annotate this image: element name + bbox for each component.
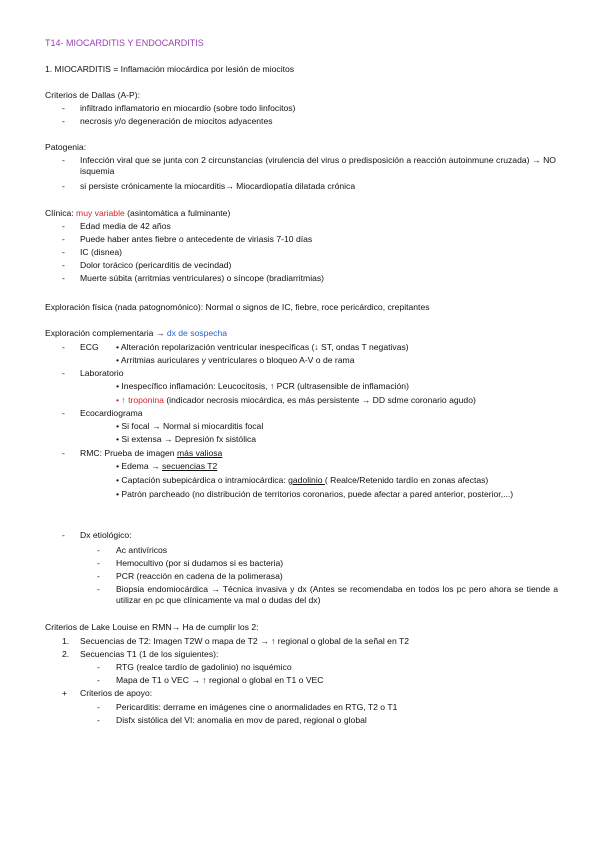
lab-item-troponin	[116, 395, 476, 406]
dash-bullet: -	[97, 702, 100, 712]
dash-bullet: -	[62, 103, 65, 113]
dash-bullet: -	[62, 530, 65, 540]
lake-louise-item: Secuencias T1 (1 de los siguientes):	[80, 649, 219, 659]
rmc-pattern: • Patrón parcheado (no distribución de territorios coronarios, puede afectar a pared anterior, posterior,...)	[116, 489, 514, 499]
dash-bullet: -	[62, 342, 65, 352]
dash-bullet: -	[62, 155, 65, 165]
support-subitem: Disfx sistólica del VI: anomalia en mov de pared, regional o global	[116, 715, 367, 725]
complementary-heading	[45, 328, 227, 339]
clinic-heading	[45, 208, 230, 219]
dash-bullet: -	[62, 221, 65, 231]
support-subitem: Pericarditis: derrame en imágenes cine o anormalidades en RTG, T2 o T1	[116, 702, 398, 712]
dash-bullet: -	[62, 408, 65, 418]
troponin-highlight: ↑ troponina	[121, 395, 164, 405]
rmc-edema-pre: • Edema →	[116, 461, 162, 471]
dash-bullet: -	[97, 675, 100, 685]
lab-label: Laboratorio	[80, 368, 124, 378]
lake-louise-item: Secuencias de T2: Imagen T2W o mapa de T2 → ↑ regional o global de la señal en T2	[80, 636, 409, 646]
etiologic-item: Ac antivíricos	[116, 545, 168, 555]
lake-louise-subitem: RTG (realce tardío de gadolinio) no isquémico	[116, 662, 292, 672]
dallas-item: infiltrado inflamatorio en miocardio (sobre todo linfocitos)	[80, 103, 296, 113]
clinic-label: Clínica:	[45, 208, 77, 218]
rmc-captation-underline: gadolinio	[288, 475, 325, 485]
pathogenesis-item: si persiste crónicamente la miocarditis→ Miocardiopatía dilatada crónica	[80, 181, 356, 191]
dash-bullet: -	[97, 715, 100, 725]
pathogenesis-heading: Patogenia:	[45, 142, 87, 152]
dash-bullet: -	[97, 571, 100, 581]
dash-bullet: -	[97, 584, 100, 594]
dash-bullet: -	[62, 273, 65, 283]
dash-bullet: -	[97, 662, 100, 672]
pathogenesis-item: Infección viral que se junta con 2 circunstancias (virulencia del virus o predisposición a reacción autoinmune cruzada) → NO isquemia	[80, 155, 556, 176]
etiologic-item: Hemocultivo (por si dudamos si es bacteria)	[116, 558, 284, 568]
complementary-highlight: dx de sospecha	[166, 328, 228, 338]
rmc-label	[80, 448, 222, 459]
clinic-item: IC (disnea)	[80, 247, 123, 257]
dash-bullet: -	[62, 448, 65, 458]
echo-item: • Si extensa → Depresión fx sistólica	[116, 434, 257, 444]
physical-exam: Exploración física (nada patognomónico): Normal o signos de IC, fiebre, roce pericárdico, crepitantes	[45, 302, 430, 312]
ecg-label: ECG	[80, 342, 99, 352]
ecg-item: • Alteración repolarización ventricular inespecíficas (↓ ST, ondas T negativas)	[116, 342, 409, 352]
etiologic-label: Dx etiológico:	[80, 530, 132, 540]
clinic-item: Dolor torácico (pericarditis de vecindad)	[80, 260, 232, 270]
dallas-item: necrosis y/o degeneración de miocitos adyacentes	[80, 116, 273, 126]
rmc-captation	[116, 475, 488, 486]
dash-bullet: -	[62, 116, 65, 126]
dash-bullet: -	[97, 558, 100, 568]
support-heading: Criterios de apoyo:	[80, 688, 153, 698]
document-title: T14- MIOCARDITIS Y ENDOCARDITIS	[45, 38, 204, 48]
clinic-highlight: muy variable	[76, 208, 125, 218]
etiologic-biopsy: Biopsia endomiocárdica → Técnica invasiva y dx (Antes se recomendaba en todos los pc pero ahora se tiende a utilizar en pc que clínicamente va mal o dudas del dx)	[116, 584, 558, 605]
complementary-label: Exploración complementaria →	[45, 328, 167, 338]
dash-bullet: -	[97, 545, 100, 555]
echo-item: • Si focal → Normal si miocarditis focal	[116, 421, 264, 431]
dash-bullet: -	[62, 260, 65, 270]
rmc-label-underline: más valiosa	[176, 448, 223, 458]
myocarditis-definition: 1. MIOCARDITIS = Inflamación miocárdica por lesión de miocitos	[45, 64, 295, 74]
etiologic-item: PCR (reacción en cadena de la polimerasa)	[116, 571, 283, 581]
lab-bullet: •	[116, 395, 122, 405]
rmc-captation-rest: ( Realce/Retenido tardío en zonas afectas)	[324, 475, 489, 485]
clinic-item: Edad media de 42 años	[80, 221, 171, 231]
lake-louise-heading: Criterios de Lake Louise en RMN→ Ha de cumplir los 2:	[45, 622, 259, 632]
clinic-rest: (asintomática a fulminante)	[124, 208, 231, 218]
number-marker: 2.	[62, 649, 70, 659]
dash-bullet: -	[62, 368, 65, 378]
dallas-heading: Criterios de Dallas (A-P):	[45, 90, 141, 100]
rmc-label-pre: RMC: Prueba de imagen	[80, 448, 177, 458]
rmc-edema-underline: secuencias T2	[162, 461, 218, 471]
lab-item: • Inespecífico inflamación: Leucocitosis, ↑ PCR (ultrasensible de inflamación)	[116, 381, 409, 391]
clinic-item: Muerte súbita (arritmias ventriculares) o síncope (bradiarritmias)	[80, 273, 325, 283]
lake-louise-subitem: Mapa de T1 o VEC → ↑ regional o global en T1 o VEC	[116, 675, 324, 685]
dash-bullet: -	[62, 181, 65, 191]
plus-bullet: +	[62, 688, 68, 698]
number-marker: 1.	[62, 636, 70, 646]
clinic-item: Puede haber antes fiebre o antecedente de viriasis 7-10 días	[80, 234, 313, 244]
troponin-rest: (indicador necrosis miocárdica, es más persistente → DD sdme coronario agudo)	[163, 395, 476, 405]
dash-bullet: -	[62, 234, 65, 244]
echo-label: Ecocardiograma	[80, 408, 143, 418]
ecg-item: • Arritmias auriculares y ventriculares o bloqueo A-V o de rama	[116, 355, 355, 365]
dash-bullet: -	[62, 247, 65, 257]
rmc-edema	[116, 461, 217, 472]
rmc-captation-pre: • Captación subepicárdica o intramiocárdica:	[116, 475, 289, 485]
